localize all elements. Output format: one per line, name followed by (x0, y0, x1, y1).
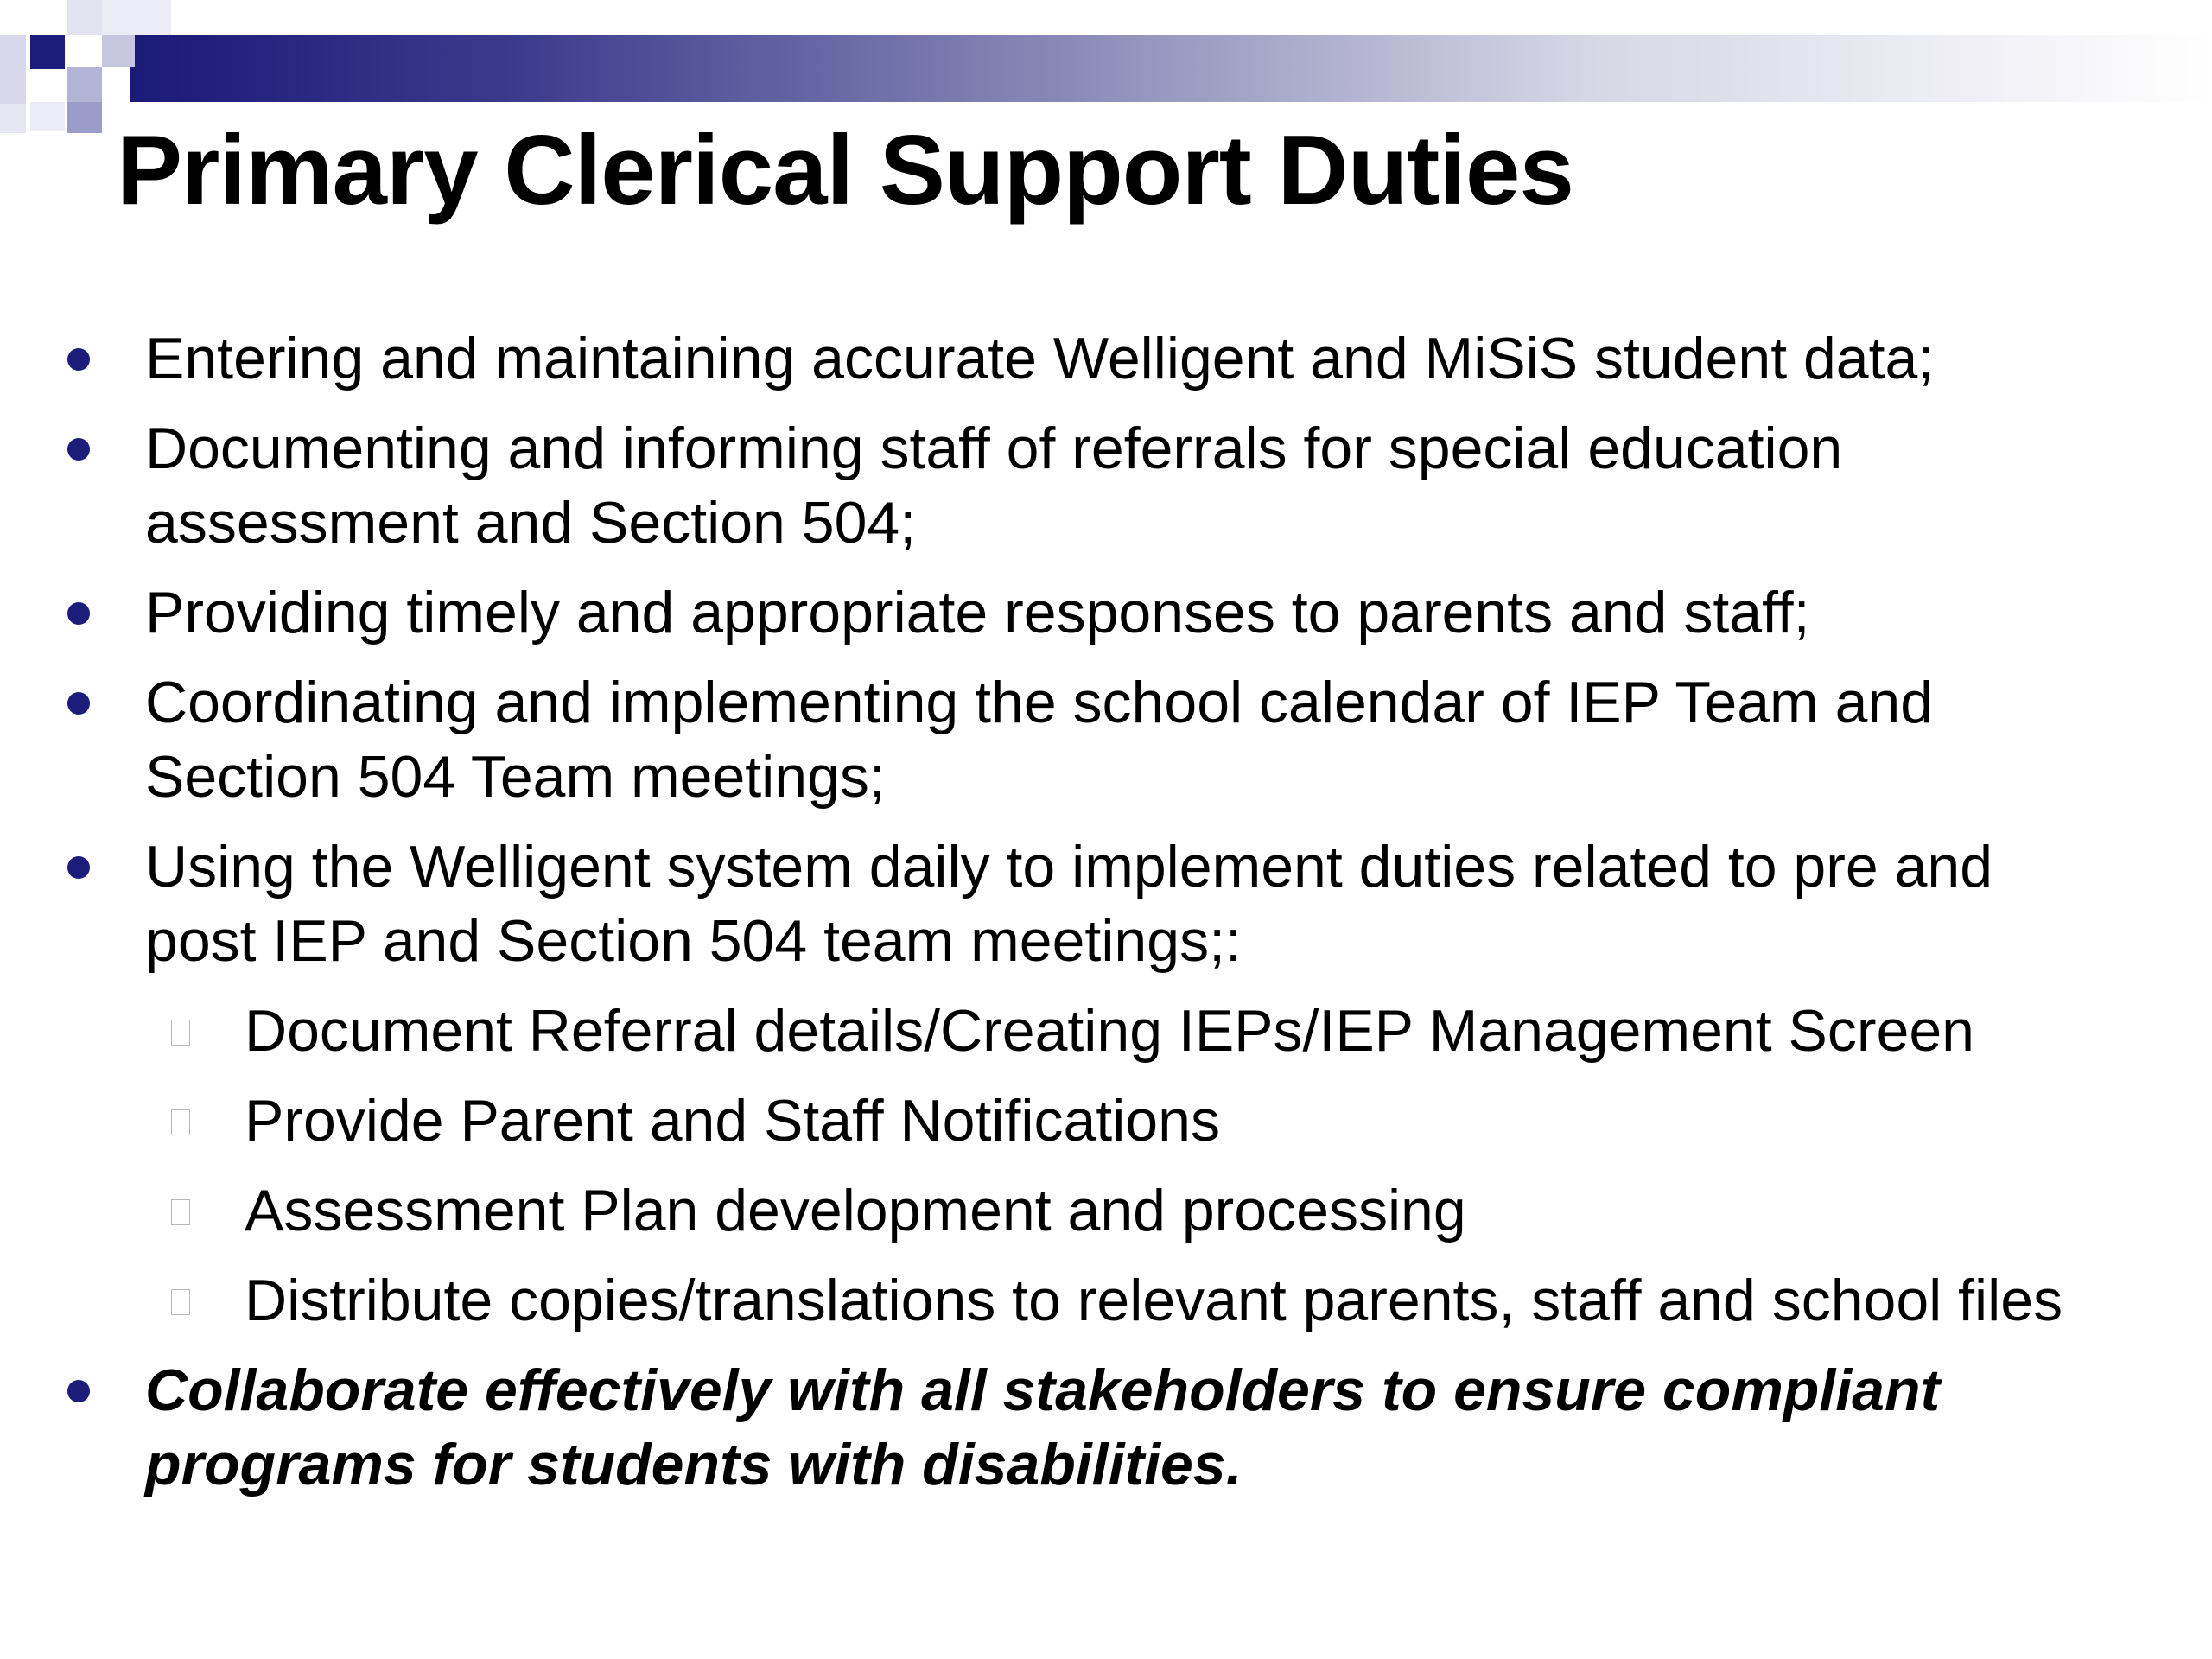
decor-square (0, 0, 26, 26)
decor-square (30, 35, 65, 69)
sub-bullet-item (0, 1173, 2212, 1248)
bullet-icon (67, 602, 90, 625)
decor-square (67, 67, 102, 102)
sub-bullet-text: Provide Parent and Staff Notifications (245, 1088, 1220, 1154)
sub-bullet-text: Document Referral details/Creating IEPs/IEP Management Screen (245, 998, 1974, 1064)
bullet-text: Collaborate effectively with all stakeholders to ensure compliant (145, 1357, 1941, 1423)
bullet-text: Entering and maintaining accurate Welligent and MiSiS student data; (145, 326, 1935, 391)
bullet-item (0, 411, 2212, 560)
bullet-icon (67, 856, 90, 879)
bullet-item (0, 575, 2212, 650)
decor-square (67, 0, 102, 35)
bullet-text: Section 504 Team meetings; (145, 744, 886, 810)
bullet-text: post IEP and Section 504 team meetings;: (145, 908, 1242, 974)
sub-bullet-text: Assessment Plan development and processing (245, 1178, 1466, 1243)
bullet-text: Coordinating and implementing the school calendar of IEP Team and (145, 670, 1934, 735)
bullet-text: Documenting and informing staff of referrals for special education (145, 416, 1843, 481)
decor-square (102, 35, 135, 67)
sub-bullet-text: Distribute copies/translations to relevant parents, staff and school files (245, 1268, 2063, 1333)
decor-square (67, 102, 102, 133)
bullet-text: assessment and Section 504; (145, 490, 917, 556)
hollow-square-bullet-icon (171, 1199, 190, 1225)
hollow-square-bullet-icon (171, 1109, 190, 1135)
gradient-band (130, 35, 2212, 102)
bullet-text: programs for students with disabilities. (145, 1432, 1243, 1497)
bullet-item (0, 321, 2212, 396)
bullet-text: Providing timely and appropriate responses to parents and staff; (145, 580, 1810, 645)
sub-bullet-item (0, 1084, 2212, 1158)
decor-square (0, 35, 26, 104)
bullet-item-emphasis (0, 1353, 2212, 1502)
sub-bullet-item (0, 1263, 2212, 1338)
hollow-square-bullet-icon (171, 1020, 190, 1046)
decor-square (0, 104, 26, 133)
bullet-icon (67, 692, 90, 715)
bullet-item (0, 830, 2212, 978)
bullet-list (0, 321, 2212, 1517)
bullet-icon (67, 348, 90, 371)
decor-square (102, 0, 171, 35)
sub-bullet-item (0, 994, 2212, 1068)
hollow-square-bullet-icon (171, 1289, 190, 1315)
bullet-icon (67, 438, 90, 461)
slide-title: Primary Clerical Support Duties (117, 116, 1573, 226)
bullet-item (0, 665, 2212, 814)
decor-square (30, 102, 65, 131)
bullet-text: Using the Welligent system daily to implement duties related to pre and (145, 834, 1993, 899)
bullet-icon (67, 1380, 90, 1402)
